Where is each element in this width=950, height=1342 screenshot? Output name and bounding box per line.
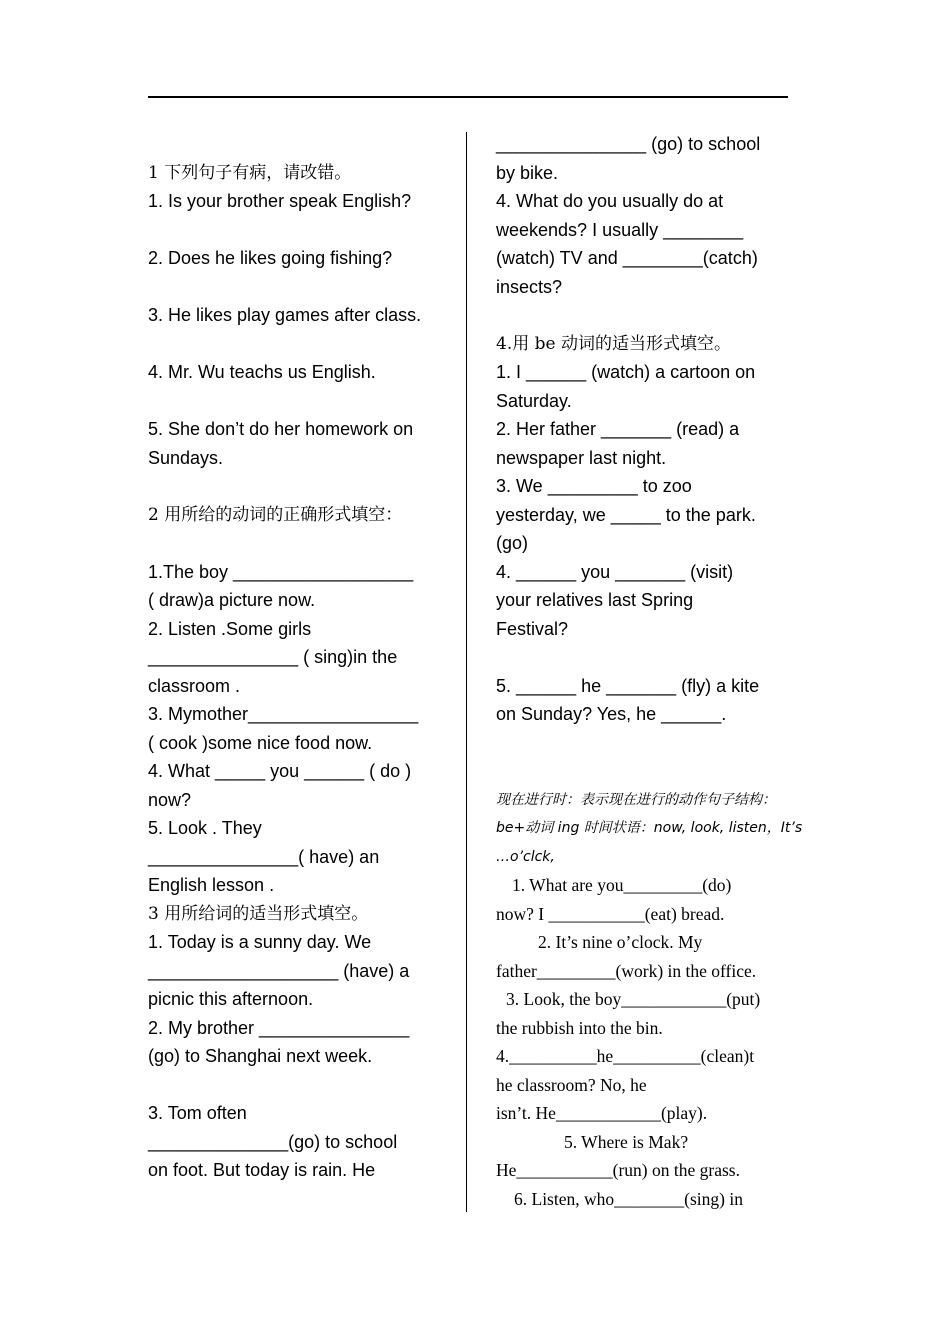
- exercise-line: now? I ___________(eat) bread.: [496, 903, 725, 924]
- spacer: [496, 757, 796, 786]
- line: Sundays.: [148, 447, 224, 468]
- line: ___________________ (have) a: [148, 960, 410, 981]
- column-divider: [466, 132, 467, 1212]
- exercise-line: 2. It’s nine o’clock. My: [538, 932, 703, 952]
- line: 2. Her father _______ (read) a: [496, 419, 740, 439]
- exercise-line: 1. What are you_________(do): [512, 875, 732, 895]
- grammar-note-title: 现在进行时：表示现在进行的动作句子结构：: [496, 791, 776, 808]
- grammar-note-structure: be+动词 ing 时间状语：now, look, listen，It’s: [496, 820, 803, 836]
- line: insects?: [496, 276, 563, 297]
- line: 3. Tom often: [148, 1103, 247, 1123]
- line: ( cook )some nice food now.: [148, 732, 373, 753]
- spacer: [148, 387, 448, 416]
- line: on Sunday? Yes, he ______.: [496, 704, 727, 724]
- line: 3. He likes play games after class.: [148, 305, 422, 325]
- line: newspaper last night.: [496, 447, 667, 468]
- line: 2. My brother _______________: [148, 1017, 410, 1038]
- line: (watch) TV and ________(catch): [496, 248, 758, 268]
- spacer: [496, 301, 796, 330]
- exercise-line: he classroom? No, he: [496, 1074, 647, 1095]
- line: Festival?: [496, 618, 569, 639]
- exercise-line: isn’t. He____________(play).: [496, 1103, 708, 1123]
- exercise-line: father_________(work) in the office.: [496, 960, 757, 981]
- spacer: [148, 130, 448, 159]
- section-2-title: 2 用所给的动词的正确形式填空：: [148, 504, 403, 525]
- line: weekends? I usually ________: [496, 219, 744, 240]
- spacer: [148, 529, 448, 558]
- line: 3. Mymother_________________: [148, 704, 419, 724]
- line: by bike.: [496, 162, 559, 183]
- exercise-line: 3. Look, the boy____________(put): [506, 989, 761, 1009]
- line: 5. Look . They: [148, 818, 262, 838]
- line: 5. ______ he _______ (fly) a kite: [496, 675, 760, 696]
- section-4-title: 4.用 be 动词的适当形式填空。: [496, 333, 731, 354]
- exercise-line: the rubbish into the bin.: [496, 1017, 663, 1038]
- line: yesterday, we _____ to the park.: [496, 504, 756, 525]
- line: classroom .: [148, 675, 241, 696]
- line: English lesson .: [148, 875, 275, 895]
- right-column: [496, 130, 803, 1213]
- exercise-line: 6. Listen, who________(sing) in: [514, 1188, 743, 1209]
- line: 4. What _____ you ______ ( do ): [148, 761, 412, 781]
- spacer: [148, 1071, 448, 1100]
- line: picnic this afternoon.: [148, 989, 314, 1009]
- line: 4. What do you usually do at: [496, 191, 724, 211]
- spacer: [148, 216, 448, 245]
- header-rule: [148, 96, 788, 98]
- line: 2. Listen .Some girls: [148, 618, 312, 639]
- line: on foot. But today is rain. He: [148, 1160, 376, 1180]
- spacer: [496, 643, 796, 672]
- line: Saturday.: [496, 390, 572, 411]
- spacer: [496, 729, 796, 758]
- line: ( draw)a picture now.: [148, 590, 316, 610]
- line: _______________ ( sing)in the: [148, 647, 398, 667]
- line: 4. ______ you _______ (visit): [496, 561, 734, 582]
- line: your relatives last Spring: [496, 590, 694, 610]
- line: 4. Mr. Wu teachs us English.: [148, 362, 376, 382]
- line: 5. She don’t do her homework on: [148, 419, 414, 439]
- line: now?: [148, 789, 192, 810]
- left-column: [148, 130, 448, 1185]
- line: (go): [496, 533, 529, 553]
- line: 1. Is your brother speak English?: [148, 191, 412, 211]
- line: _______________ (go) to school: [496, 134, 761, 154]
- line: ______________(go) to school: [148, 1131, 398, 1152]
- spacer: [148, 330, 448, 359]
- section-3-title: 3 用所给词的适当形式填空。: [148, 903, 369, 924]
- line: 3. We _________ to zoo: [496, 476, 692, 496]
- grammar-note-time: …o’clck,: [496, 848, 555, 865]
- line: _______________( have) an: [148, 846, 380, 867]
- exercise-line: 5. Where is Mak?: [564, 1131, 689, 1152]
- exercise-line: 4.__________he__________(clean)t: [496, 1046, 755, 1066]
- line: (go) to Shanghai next week.: [148, 1046, 373, 1066]
- line: 1. I ______ (watch) a cartoon on: [496, 362, 756, 382]
- line: 1.The boy __________________: [148, 561, 414, 582]
- exercise-line: He___________(run) on the grass.: [496, 1160, 740, 1180]
- section-1-title: 1 下列句子有病，请改错。: [148, 162, 352, 183]
- spacer: [148, 273, 448, 302]
- line: 2. Does he likes going fishing?: [148, 248, 393, 268]
- spacer: [148, 472, 448, 501]
- line: 1. Today is a sunny day. We: [148, 932, 372, 952]
